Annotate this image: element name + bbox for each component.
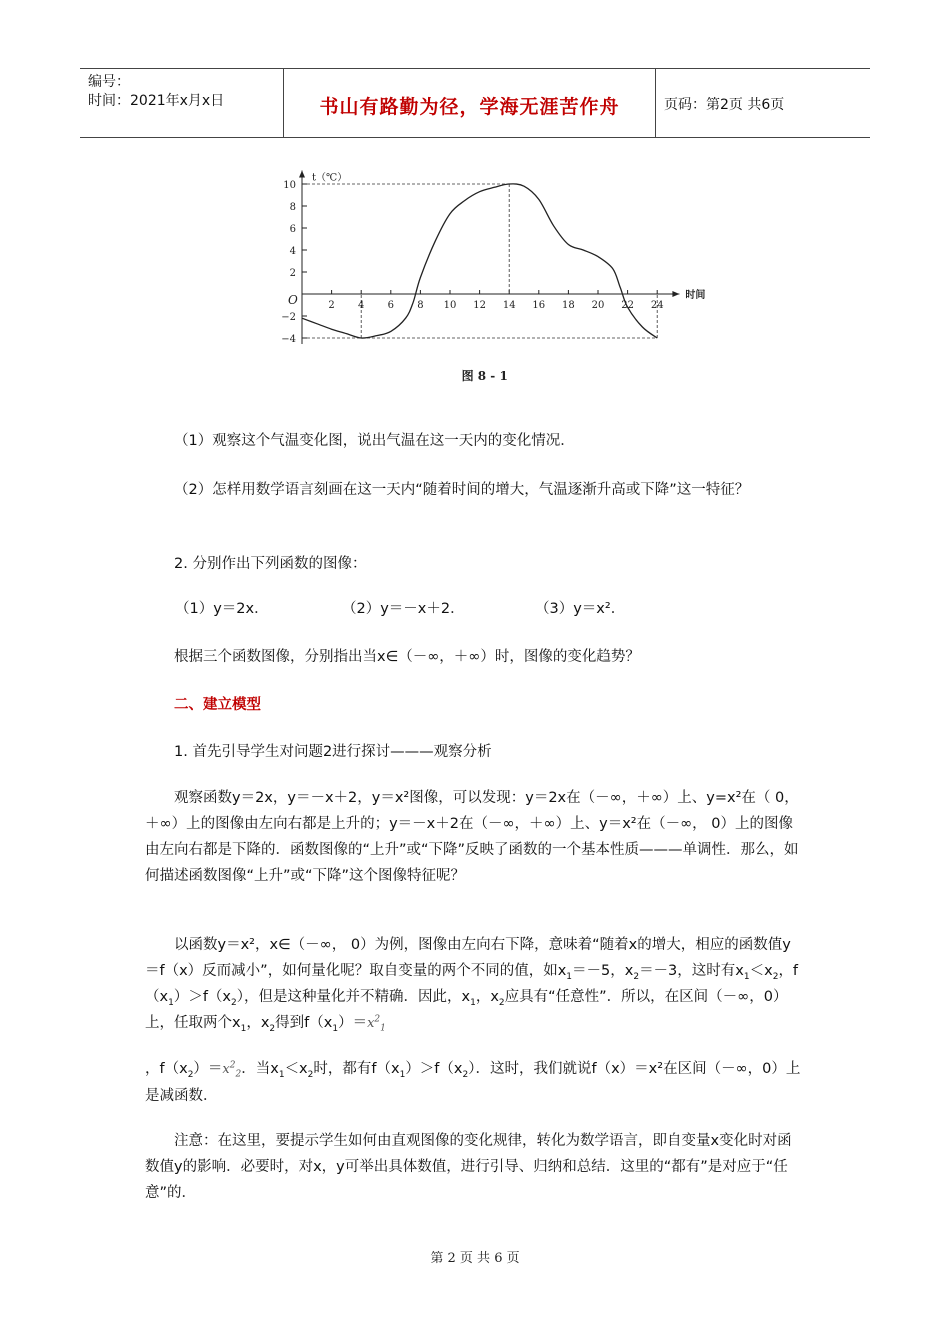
y-tick-label: 2 bbox=[289, 268, 296, 279]
trend-question: 根据三个函数图像，分别指出当x∈（－∞，＋∞）时，图像的变化趋势？ bbox=[174, 649, 640, 665]
example-paragraph: 以函数y＝x²，x∈（－∞， 0）为例，图像由左向右下降，意味着“随着x的增大，相应的函数值y＝f（x）反而减小”，如何量化呢？取自变量的两个不同的值，如$x_1=-5$，$x_2=-3$，这时有$x_1<x_2$，$f(x_1)>f(x_2)$，但是这种量化并不精确．因此，$x_1$，$x_2$应具有“任意性”．所以，在区间（－∞，0）上，任取两个$x_1$，$x_2$得到$f(x_1)=x^2_1$ bbox=[145, 937, 799, 1034]
header-motto: 书山有路勤为径，学海无涯苦作舟 bbox=[319, 96, 620, 118]
x-tick-label: 18 bbox=[562, 300, 575, 311]
math-x1-squared: $x^2_1$ bbox=[367, 1014, 386, 1034]
header-motto-cell bbox=[284, 69, 656, 137]
note-paragraph: 注意：在这里，要提示学生如何由直观图像的变化规律，转化为数学语言，即自变量x变化时对函数值y的影响．必要时，对x，y可举出具体数值，进行引导、归纳和总结．这里的“都有”是对应于“任意”的． bbox=[145, 1133, 792, 1201]
question-1: （1）观察这个气温变化图，说出气温在这一天内的变化情况． bbox=[174, 433, 575, 449]
doc-number-label: 编号： bbox=[88, 74, 130, 90]
x-axis-arrow bbox=[672, 291, 679, 297]
page-header bbox=[80, 68, 870, 138]
x-tick-label: 2 bbox=[328, 300, 335, 311]
y-tick-label: 8 bbox=[289, 202, 296, 213]
y-axis-arrow bbox=[299, 171, 305, 178]
x-tick-label: 14 bbox=[502, 300, 516, 311]
x-tick-label: 24 bbox=[650, 300, 664, 311]
page-footer: 第 2 页 共 6 页 bbox=[430, 1251, 520, 1266]
figure-caption: 图 8 - 1 bbox=[461, 369, 508, 383]
y-tick-label: 4 bbox=[289, 246, 296, 257]
y-axis-title: t（℃） bbox=[312, 172, 348, 184]
doc-time-label: 时间：2021年x月x日 bbox=[88, 93, 225, 109]
temperature-chart bbox=[270, 150, 720, 390]
guide-step-1: 1. 首先引导学生对问题2进行探讨———观察分析 bbox=[174, 744, 492, 760]
x-tick-label: 16 bbox=[532, 300, 546, 311]
x-tick-label: 8 bbox=[417, 300, 424, 311]
origin-label: O bbox=[288, 293, 298, 307]
section-heading-model: 二、建立模型 bbox=[174, 697, 261, 713]
y-tick-label: 6 bbox=[289, 224, 296, 235]
definition-paragraph: ，$f(x_2)=x^2_2$．当$x_1<x_2$时，都有$f(x_1)>f(x_2)$．这时，我们就说f（x）＝x²在区间（－∞，0）上是减函数． bbox=[145, 1060, 801, 1104]
x-tick-label: 22 bbox=[621, 300, 634, 311]
y-tick-label: −4 bbox=[281, 334, 296, 345]
header-page-label: 页码：第2页 共6页 bbox=[664, 97, 785, 113]
x-tick-label: 12 bbox=[473, 300, 486, 311]
section-2-intro: 2. 分别作出下列函数的图像： bbox=[174, 556, 367, 572]
y-tick-label: −2 bbox=[281, 312, 296, 323]
x-axis-title: 时间 bbox=[685, 290, 706, 301]
x-tick-label: 6 bbox=[387, 300, 394, 311]
function-3: （3）y＝x²． bbox=[535, 601, 626, 617]
question-2: （2）怎样用数学语言刻画在这一天内“随着时间的增大，气温逐渐升高或下降”这一特征？ bbox=[174, 482, 750, 498]
function-2: （2）y＝－x＋2． bbox=[342, 601, 465, 617]
header-meta-cell bbox=[80, 69, 284, 137]
x-tick-label: 4 bbox=[358, 300, 365, 311]
observation-paragraph: 观察函数y＝2x，y＝－x＋2，y＝x²图像，可以发现：y＝2x在（－∞，＋∞）上、y=x²在（ 0，＋∞）上的图像由左向右都是上升的；y＝－x＋2在（－∞，＋∞）上、y＝x²在（－∞， 0）上的图像由左向右都是下降的．函数图像的“上升”或“下降”反映了函数的一个基本性质———单调性．那么，如何描述函数图像“上升”或“下降”这个图像特征呢？ bbox=[145, 790, 799, 884]
math-x2-squared: $x^2_2$ bbox=[222, 1060, 242, 1080]
function-1: （1）y＝2x． bbox=[175, 601, 269, 617]
x-tick-label: 20 bbox=[591, 300, 605, 311]
x-tick-label: 10 bbox=[443, 300, 457, 311]
y-tick-label: 10 bbox=[283, 180, 296, 191]
header-page-cell bbox=[656, 69, 870, 137]
temperature-curve bbox=[302, 184, 657, 338]
